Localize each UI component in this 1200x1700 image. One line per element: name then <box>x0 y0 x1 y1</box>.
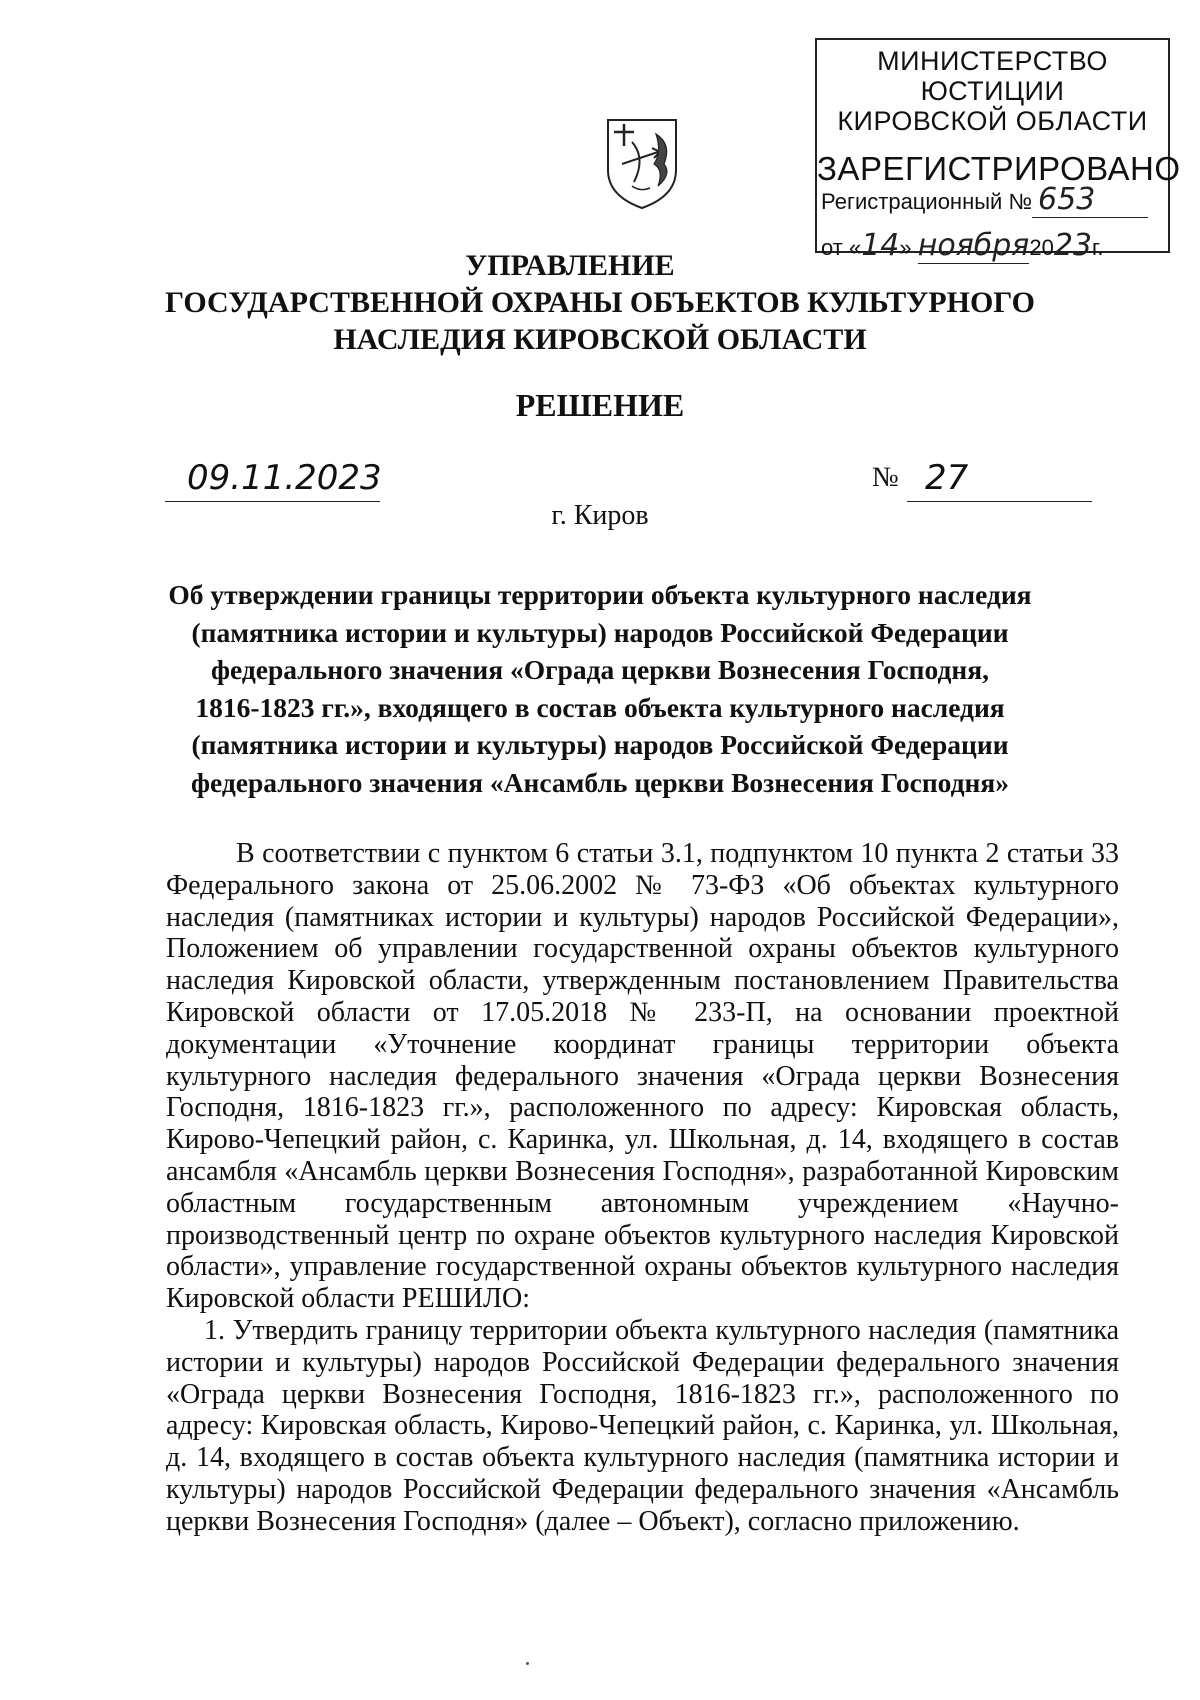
stamp-date-prefix: от « <box>821 235 862 260</box>
registration-stamp <box>815 38 1181 263</box>
stamp-ministry-line: МИНИСТЕРСТВО ЮСТИЦИИ <box>877 46 1108 106</box>
org-name-line3: НАСЛЕДИЯ КИРОВСКОЙ ОБЛАСТИ <box>333 323 867 356</box>
stamp-registration-row <box>821 182 1148 218</box>
stamp-date-year-prefix: 20 <box>1029 235 1054 260</box>
document-date: 09.11.2023 <box>165 458 380 502</box>
coat-of-arms-icon <box>602 112 682 212</box>
document-title <box>130 576 1070 801</box>
document-number-label: № <box>872 462 899 493</box>
body-paragraph-preamble: В соответствии с пунктом 6 статьи 3.1, подпунктом 10 пункта 2 статьи 33 Федерального закона от 25.06.2002 № 73-ФЗ «Об объектах культурного наследия (памятниках истории и культуры) народов Российской Федерации», Положением об управлении государственной охраны объектов культурного наследия Кировской области, утвержденным постановлением Правительства Кировской области от 17.05.2018 № 233-П, на основании проектной документации «Уточнение координат границы территории объекта культурного наследия федерального значения «Ограда церкви Вознесения Господня, 1816-1823 гг.», расположенного по адресу: Кировская область, Кирово-Чепецкий район, с. Каринка, ул. Школьная, д. 14, входящего в состав ансамбля «Ансамбль церкви Вознесения Господня», разработанной Кировским областным государственным автономным учреждением «Научно-производственный центр по охране объектов культурного наследия Кировской области», управление государственной охраны объектов культурного наследия Кировской области РЕШИЛО: <box>166 838 1119 1315</box>
stamp-date-suffix: г. <box>1092 235 1104 260</box>
stamp-date-mid: » <box>899 235 912 260</box>
title-line: (памятника истории и культуры) народов Российской Федерации <box>191 729 1009 760</box>
document-city: г. Киров <box>551 500 649 531</box>
stamp-date-month: ноября <box>917 228 1030 263</box>
body-item-1: 1. Утвердить границу территории объекта культурного наследия (памятника истории и культуры) народов Российской Федерации федерального значения «Ограда церкви Вознесения Господня, 1816-1823 гг.», расположенного по адресу: Кировская область, Кирово-Чепецкий район, с. Каринка, ул. Школьная, д. 14, входящего в состав объекта культурного наследия (памятника истории и культуры) народов Российской Федерации федерального значения «Ансамбль церкви Вознесения Господня» (далее – Объект), согласно приложению. <box>166 1314 1119 1537</box>
org-name-line2: ГОСУДАРСТВЕННОЙ ОХРАНЫ ОБЪЕКТОВ КУЛЬТУРНОГО <box>165 286 1035 319</box>
stamp-date-year-suffix: 23 <box>1053 228 1093 263</box>
document-body <box>166 838 1119 1538</box>
title-line: федерального значения «Ограда церкви Вознесения Господня, <box>210 654 989 685</box>
title-line: федерального значения «Ансамбль церкви Вознесения Господня» <box>190 766 1010 798</box>
stamp-date-day: 14 <box>861 228 900 263</box>
stamp-status: ЗАРЕГИСТРИРОВАНО <box>817 150 1181 187</box>
scan-speck <box>526 1662 529 1665</box>
document-number: 27 <box>907 458 1092 502</box>
title-line: (памятника истории и культуры) народов Российской Федерации <box>191 616 1009 648</box>
org-name-line1: УПРАВЛЕНИЕ <box>465 249 675 282</box>
document-type: РЕШЕНИЕ <box>515 387 685 423</box>
stamp-reg-label: Регистрационный № <box>821 189 1033 214</box>
title-line: 1816-1823 гг.», входящего в состав объекта культурного наследия <box>195 691 1005 723</box>
stamp-region-line: КИРОВСКОЙ ОБЛАСТИ <box>837 106 1148 136</box>
title-line: Об утверждении границы территории объекта культурного наследия <box>168 579 1032 610</box>
stamp-reg-number: 653 <box>1032 182 1148 218</box>
